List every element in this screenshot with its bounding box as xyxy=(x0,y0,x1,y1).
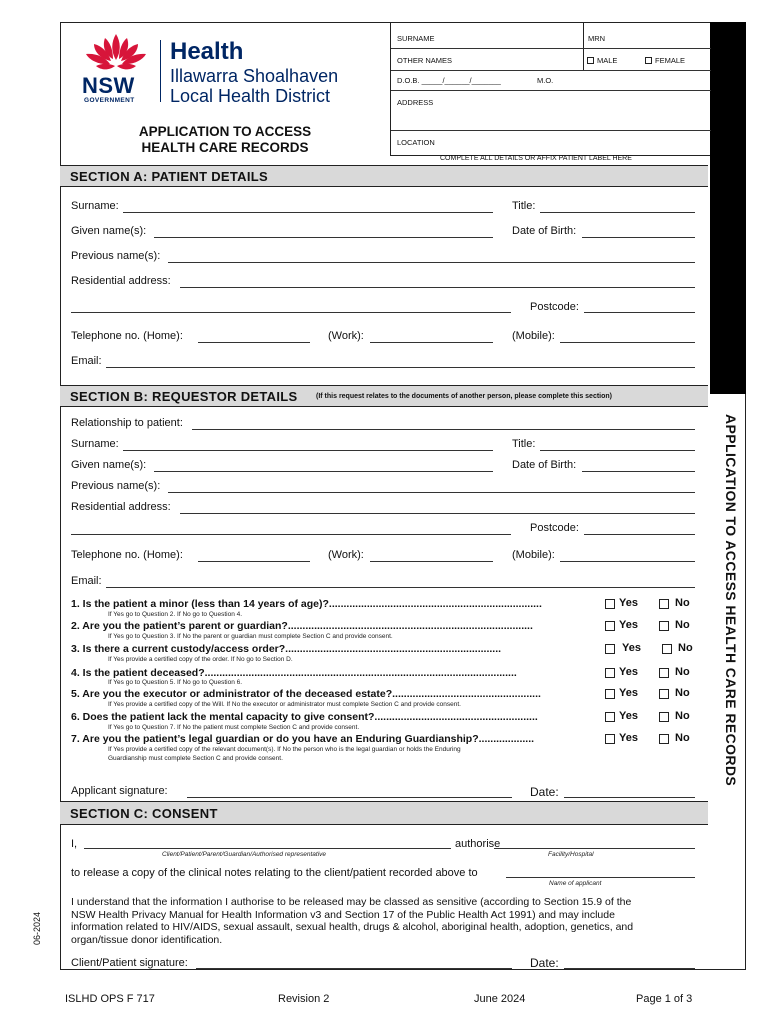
patient-label-box xyxy=(390,22,710,156)
a-previous-field[interactable] xyxy=(168,250,695,263)
question-4: 4. Is the patient deceased?........................................................................................................... xyxy=(71,667,517,679)
q5-yes-label: Yes xyxy=(619,687,638,699)
question-7: 7. Are you the patient’s legal guardian or do you have an Enduring Guardianship?................... xyxy=(71,733,535,745)
b-given-label: Given name(s): xyxy=(71,459,147,471)
c-understand-line1: I understand that the information I authorise to be released may be classed as sensitive (according to Section 15.9 of the xyxy=(71,896,632,908)
label-male: MALE xyxy=(597,56,618,65)
question-4-note: If Yes go to Question 5. If No go to Question 6. xyxy=(108,679,243,686)
q2-no-checkbox[interactable] xyxy=(659,621,669,631)
logo-government: GOVERNMENT xyxy=(84,97,135,104)
a-tel-home-field[interactable] xyxy=(198,330,310,343)
footer-revision: Revision 2 xyxy=(278,993,330,1005)
question-5: 5. Are you the executor or administrator of the deceased estate?................................................... xyxy=(71,688,541,700)
female-checkbox[interactable] xyxy=(645,57,652,64)
a-title-label: Title: xyxy=(512,200,536,212)
q1-no-label: No xyxy=(675,597,690,609)
question-2-note: If Yes go to Question 3. If No the parent or guardian must complete Section C and provide consent. xyxy=(108,633,393,640)
client-date-field[interactable] xyxy=(564,956,695,969)
b-surname-field[interactable] xyxy=(123,438,493,451)
c-understand-paragraph xyxy=(71,896,701,946)
a-surname-label: Surname: xyxy=(71,200,119,212)
section-b-title: SECTION B: REQUESTOR DETAILS xyxy=(70,389,298,404)
c-representative-field[interactable] xyxy=(84,836,451,849)
b-mobile-field[interactable] xyxy=(560,549,695,562)
q5-no-label: No xyxy=(675,687,690,699)
a-title-field[interactable] xyxy=(540,200,695,213)
b-work-label: (Work): xyxy=(328,549,364,561)
logo-divider xyxy=(160,40,161,102)
patient-label-note: COMPLETE ALL DETAILS OR AFFIX PATIENT LABEL HERE xyxy=(440,155,632,162)
q2-yes-label: Yes xyxy=(619,619,638,631)
label-other-names: OTHER NAMES xyxy=(397,56,453,65)
question-7-note-2: Guardianship must complete Section C and provide consent. xyxy=(108,755,283,762)
b-postcode-field[interactable] xyxy=(584,522,695,535)
applicant-signature-field[interactable] xyxy=(187,785,512,798)
applicant-date-field[interactable] xyxy=(564,785,695,798)
a-previous-label: Previous name(s): xyxy=(71,250,161,262)
q2-no-label: No xyxy=(675,619,690,631)
c-understand-line3: information related to HIV/AIDS, sexual assault, sexual health, drugs & alcohol, aboriginal health, adoption, genetics, and xyxy=(71,921,634,933)
q1-no-checkbox[interactable] xyxy=(659,599,669,609)
client-signature-field[interactable] xyxy=(196,956,512,969)
b-title-field[interactable] xyxy=(540,438,695,451)
a-surname-field[interactable] xyxy=(123,200,493,213)
q3-no-label: No xyxy=(678,642,693,654)
a-residential-field-2[interactable] xyxy=(71,300,511,313)
label-surname: SURNAME xyxy=(397,34,435,43)
b-dob-field[interactable] xyxy=(582,459,695,472)
a-email-field[interactable] xyxy=(106,355,695,368)
side-black-bar xyxy=(710,22,746,394)
b-previous-label: Previous name(s): xyxy=(71,480,161,492)
a-mobile-field[interactable] xyxy=(560,330,695,343)
c-applicant-caption: Name of applicant xyxy=(549,880,602,887)
side-title: APPLICATION TO ACCESS HEALTH CARE RECORDS xyxy=(723,414,739,787)
male-checkbox[interactable] xyxy=(587,57,594,64)
b-postcode-label: Postcode: xyxy=(530,522,579,534)
label-location: LOCATION xyxy=(397,138,435,147)
client-date-label: Date: xyxy=(530,956,559,970)
form-title-line2: HEALTH CARE RECORDS xyxy=(141,140,309,155)
question-2: 2. Are you the patient’s parent or guardian?.................................................................................... xyxy=(71,620,533,632)
a-given-field[interactable] xyxy=(154,225,493,238)
question-1-note: If Yes go to Question 2. If No go to Question 4. xyxy=(108,611,243,618)
b-relationship-field[interactable] xyxy=(192,417,695,430)
q7-yes-label: Yes xyxy=(619,732,638,744)
b-email-label: Email: xyxy=(71,575,102,587)
footer-page: Page 1 of 3 xyxy=(636,993,693,1005)
b-tel-home-field[interactable] xyxy=(198,549,310,562)
a-postcode-field[interactable] xyxy=(584,300,695,313)
section-c-title: SECTION C: CONSENT xyxy=(70,806,218,821)
label-address: ADDRESS xyxy=(397,98,434,107)
a-email-label: Email: xyxy=(71,355,102,367)
b-residential-field-2[interactable] xyxy=(71,522,511,535)
a-work-label: (Work): xyxy=(328,330,364,342)
q3-yes-checkbox[interactable] xyxy=(605,644,615,654)
logo-district-line1: Illawarra Shoalhaven xyxy=(170,66,339,86)
form-title xyxy=(110,124,340,156)
c-understand-line4: organ/tissue donor identification. xyxy=(71,933,223,946)
question-7-note: If Yes provide a certified copy of the relevant document(s). If No the person who is the legal guardian or holds the Enduring xyxy=(108,746,461,753)
c-i-label: I, xyxy=(71,838,78,850)
b-previous-field[interactable] xyxy=(168,480,695,493)
logo-nsw: NSW xyxy=(82,73,135,98)
label-dob: D.O.B. _____/______/_______ xyxy=(397,76,501,85)
b-work-field[interactable] xyxy=(370,549,493,562)
b-tel-home-label: Telephone no. (Home): xyxy=(71,549,183,561)
q5-no-checkbox[interactable] xyxy=(659,689,669,699)
q4-yes-label: Yes xyxy=(619,666,638,678)
label-mo: M.O. xyxy=(537,76,554,85)
a-mobile-label: (Mobile): xyxy=(512,330,555,342)
c-facility-caption: Facility/Hospital xyxy=(548,851,594,858)
a-dob-field[interactable] xyxy=(582,225,695,238)
c-understand-line2: NSW Health Privacy Manual for Health Information v3 and Section 17 of the Public Health Act 1991) and may include xyxy=(71,908,615,921)
b-email-field[interactable] xyxy=(106,575,695,588)
footer-date: June 2024 xyxy=(474,993,526,1005)
a-work-field[interactable] xyxy=(370,330,493,343)
q7-no-checkbox[interactable] xyxy=(659,734,669,744)
question-1: 1. Is the patient a minor (less than 14 years of age)?......................................................................... xyxy=(71,598,542,610)
question-3-note: If Yes provide a certified copy of the order. If No go to Section D. xyxy=(108,656,293,663)
footer-code: ISLHD OPS F 717 xyxy=(65,993,155,1005)
client-signature-label: Client/Patient signature: xyxy=(71,957,188,969)
q1-yes-label: Yes xyxy=(619,597,638,609)
q1-yes-checkbox[interactable] xyxy=(605,599,615,609)
q4-yes-checkbox[interactable] xyxy=(605,668,615,678)
b-surname-label: Surname: xyxy=(71,438,119,450)
label-mrn: MRN xyxy=(588,34,606,43)
question-6-note: If Yes go to Question 7. If No the patient must complete Section C and provide consent. xyxy=(108,724,360,731)
section-b-subtitle: (If this request relates to the documents of another person, please complete this section) xyxy=(316,393,613,400)
logo-district-line2: Local Health District xyxy=(170,86,331,106)
c-facility-field[interactable] xyxy=(494,836,695,849)
q6-yes-checkbox[interactable] xyxy=(605,712,615,722)
q6-no-label: No xyxy=(675,710,690,722)
question-5-note: If Yes provide a certified copy of the Will. If No the executor or administrator must complete Section C and provide consent. xyxy=(108,701,461,708)
q7-no-label: No xyxy=(675,732,690,744)
b-title-label: Title: xyxy=(512,438,536,450)
b-given-field[interactable] xyxy=(154,459,493,472)
a-residential-label: Residential address: xyxy=(71,275,171,287)
b-dob-label: Date of Birth: xyxy=(512,459,577,471)
q5-yes-checkbox[interactable] xyxy=(605,689,615,699)
question-6: 6. Does the patient lack the mental capacity to give consent?........................................................ xyxy=(71,711,538,723)
section-a-title: SECTION A: PATIENT DETAILS xyxy=(70,169,268,184)
waratah-icon xyxy=(78,32,154,78)
b-mobile-label: (Mobile): xyxy=(512,549,555,561)
side-date: 06-2024 xyxy=(32,911,42,945)
c-release-text: to release a copy of the clinical notes relating to the client/patient recorded above to xyxy=(71,867,478,879)
c-representative-caption: Client/Patient/Parent/Guardian/Authorised representative xyxy=(162,851,327,858)
logo-health: Health xyxy=(170,38,244,65)
question-3: 3. Is there a current custody/access order?.......................................................................... xyxy=(71,643,502,655)
a-postcode-label: Postcode: xyxy=(530,301,579,313)
section-b-header xyxy=(60,385,708,407)
a-dob-label: Date of Birth: xyxy=(512,225,577,237)
q6-no-checkbox[interactable] xyxy=(659,712,669,722)
c-authorise-label: authorise xyxy=(455,838,501,850)
applicant-date-label: Date: xyxy=(530,785,559,799)
applicant-signature-label: Applicant signature: xyxy=(71,785,168,797)
q2-yes-checkbox[interactable] xyxy=(605,621,615,631)
form-title-line1: APPLICATION TO ACCESS xyxy=(138,124,312,139)
b-relationship-label: Relationship to patient: xyxy=(71,417,183,429)
section-a-header xyxy=(60,165,708,187)
q3-yes-label: Yes xyxy=(622,642,641,654)
b-residential-label: Residential address: xyxy=(71,501,171,513)
section-c-header xyxy=(60,801,708,825)
b-residential-field[interactable] xyxy=(180,501,695,514)
a-residential-field[interactable] xyxy=(180,275,695,288)
a-given-label: Given name(s): xyxy=(71,225,147,237)
a-tel-home-label: Telephone no. (Home): xyxy=(71,330,183,342)
q4-no-checkbox[interactable] xyxy=(659,668,669,678)
q4-no-label: No xyxy=(675,666,690,678)
q3-no-checkbox[interactable] xyxy=(662,644,672,654)
q6-yes-label: Yes xyxy=(619,710,638,722)
label-female: FEMALE xyxy=(655,56,686,65)
nsw-health-logo xyxy=(78,32,368,107)
c-applicant-name-field[interactable] xyxy=(506,865,695,878)
q7-yes-checkbox[interactable] xyxy=(605,734,615,744)
